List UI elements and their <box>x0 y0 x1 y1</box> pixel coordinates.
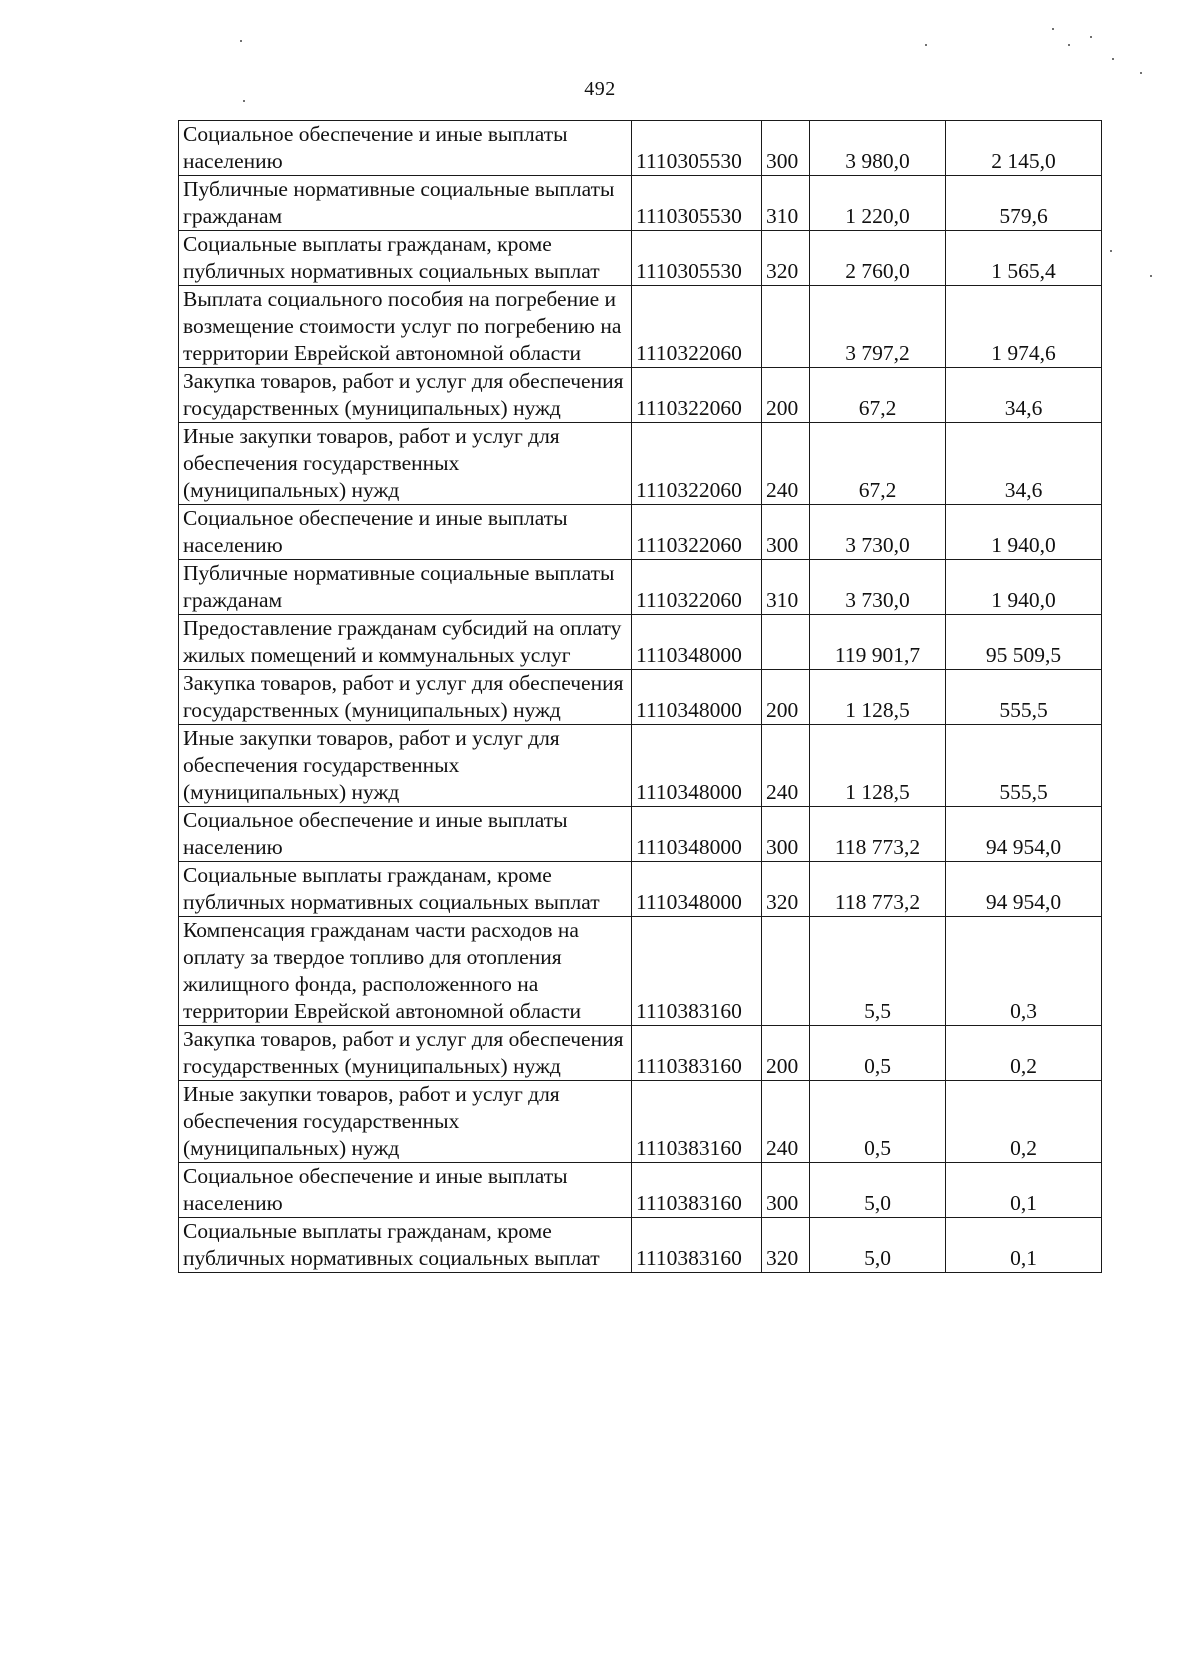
target-article-code-cell: 1110322060 <box>632 505 762 560</box>
target-article-code-cell: 1110383160 <box>632 1081 762 1163</box>
planned-amount-cell: 1 128,5 <box>810 670 946 725</box>
expense-type-code-cell: 240 <box>762 725 810 807</box>
table-row <box>179 368 1102 423</box>
expense-type-code-cell <box>762 286 810 368</box>
table-row <box>179 725 1102 807</box>
expense-type-code-cell: 320 <box>762 1218 810 1273</box>
expense-type-code-cell: 200 <box>762 368 810 423</box>
table-body <box>179 121 1102 1273</box>
table-row <box>179 1163 1102 1218</box>
table-row <box>179 505 1102 560</box>
expense-type-code-cell: 320 <box>762 231 810 286</box>
actual-amount-cell: 555,5 <box>946 670 1102 725</box>
expense-name-cell: Компенсация гражданам части расходов на оплату за твердое топливо для отопления жилищного фонда, расположенного на территории Еврейской автономной области <box>179 917 632 1026</box>
planned-amount-cell: 3 797,2 <box>810 286 946 368</box>
expense-type-code-cell: 310 <box>762 560 810 615</box>
target-article-code-cell: 1110322060 <box>632 423 762 505</box>
target-article-code-cell: 1110383160 <box>632 917 762 1026</box>
expense-type-code-cell <box>762 615 810 670</box>
expense-type-code-cell: 300 <box>762 1163 810 1218</box>
table-row <box>179 286 1102 368</box>
actual-amount-cell: 1 565,4 <box>946 231 1102 286</box>
expense-type-code-cell: 240 <box>762 1081 810 1163</box>
expense-name-cell: Выплата социального пособия на погребение и возмещение стоимости услуг по погребению на территории Еврейской автономной области <box>179 286 632 368</box>
table-row <box>179 1081 1102 1163</box>
expense-type-code-cell: 300 <box>762 121 810 176</box>
planned-amount-cell: 67,2 <box>810 423 946 505</box>
target-article-code-cell: 1110322060 <box>632 560 762 615</box>
table-row <box>179 560 1102 615</box>
table-row <box>179 231 1102 286</box>
planned-amount-cell: 118 773,2 <box>810 862 946 917</box>
table-row <box>179 670 1102 725</box>
expense-type-code-cell: 310 <box>762 176 810 231</box>
expense-name-cell: Публичные нормативные социальные выплаты гражданам <box>179 560 632 615</box>
expense-name-cell: Социальное обеспечение и иные выплаты населению <box>179 121 632 176</box>
target-article-code-cell: 1110383160 <box>632 1218 762 1273</box>
target-article-code-cell: 1110305530 <box>632 231 762 286</box>
expense-name-cell: Социальные выплаты гражданам, кроме публичных нормативных социальных выплат <box>179 231 632 286</box>
expense-type-code-cell: 320 <box>762 862 810 917</box>
actual-amount-cell: 0,1 <box>946 1218 1102 1273</box>
table-row <box>179 615 1102 670</box>
target-article-code-cell: 1110348000 <box>632 615 762 670</box>
planned-amount-cell: 1 128,5 <box>810 725 946 807</box>
target-article-code-cell: 1110383160 <box>632 1026 762 1081</box>
expense-name-cell: Социальное обеспечение и иные выплаты населению <box>179 807 632 862</box>
expense-type-code-cell: 200 <box>762 1026 810 1081</box>
actual-amount-cell: 95 509,5 <box>946 615 1102 670</box>
target-article-code-cell: 1110322060 <box>632 286 762 368</box>
actual-amount-cell: 34,6 <box>946 368 1102 423</box>
planned-amount-cell: 119 901,7 <box>810 615 946 670</box>
table-row <box>179 176 1102 231</box>
expense-name-cell: Закупка товаров, работ и услуг для обеспечения государственных (муниципальных) нужд <box>179 368 632 423</box>
expense-type-code-cell <box>762 917 810 1026</box>
target-article-code-cell: 1110348000 <box>632 670 762 725</box>
planned-amount-cell: 2 760,0 <box>810 231 946 286</box>
actual-amount-cell: 1 940,0 <box>946 505 1102 560</box>
expense-name-cell: Публичные нормативные социальные выплаты гражданам <box>179 176 632 231</box>
target-article-code-cell: 1110305530 <box>632 176 762 231</box>
table-row <box>179 862 1102 917</box>
expense-type-code-cell: 300 <box>762 807 810 862</box>
actual-amount-cell: 34,6 <box>946 423 1102 505</box>
planned-amount-cell: 0,5 <box>810 1026 946 1081</box>
target-article-code-cell: 1110322060 <box>632 368 762 423</box>
expense-name-cell: Социальные выплаты гражданам, кроме публичных нормативных социальных выплат <box>179 1218 632 1273</box>
target-article-code-cell: 1110348000 <box>632 807 762 862</box>
target-article-code-cell: 1110383160 <box>632 1163 762 1218</box>
expense-name-cell: Закупка товаров, работ и услуг для обеспечения государственных (муниципальных) нужд <box>179 670 632 725</box>
table-row <box>179 917 1102 1026</box>
actual-amount-cell: 1 940,0 <box>946 560 1102 615</box>
budget-table <box>178 120 1102 1273</box>
actual-amount-cell: 0,1 <box>946 1163 1102 1218</box>
planned-amount-cell: 67,2 <box>810 368 946 423</box>
table-row <box>179 1026 1102 1081</box>
planned-amount-cell: 0,5 <box>810 1081 946 1163</box>
planned-amount-cell: 5,0 <box>810 1163 946 1218</box>
expense-type-code-cell: 240 <box>762 423 810 505</box>
actual-amount-cell: 94 954,0 <box>946 862 1102 917</box>
expense-name-cell: Иные закупки товаров, работ и услуг для обеспечения государственных (муниципальных) нужд <box>179 725 632 807</box>
target-article-code-cell: 1110305530 <box>632 121 762 176</box>
table-row <box>179 121 1102 176</box>
expense-name-cell: Иные закупки товаров, работ и услуг для обеспечения государственных (муниципальных) нужд <box>179 1081 632 1163</box>
expense-type-code-cell: 200 <box>762 670 810 725</box>
target-article-code-cell: 1110348000 <box>632 725 762 807</box>
expense-name-cell: Социальные выплаты гражданам, кроме публичных нормативных социальных выплат <box>179 862 632 917</box>
actual-amount-cell: 555,5 <box>946 725 1102 807</box>
planned-amount-cell: 5,0 <box>810 1218 946 1273</box>
planned-amount-cell: 5,5 <box>810 917 946 1026</box>
planned-amount-cell: 3 730,0 <box>810 505 946 560</box>
table-row <box>179 1218 1102 1273</box>
actual-amount-cell: 579,6 <box>946 176 1102 231</box>
planned-amount-cell: 1 220,0 <box>810 176 946 231</box>
actual-amount-cell: 0,3 <box>946 917 1102 1026</box>
page-number: 492 <box>584 78 616 100</box>
expense-name-cell: Социальное обеспечение и иные выплаты населению <box>179 1163 632 1218</box>
target-article-code-cell: 1110348000 <box>632 862 762 917</box>
table-row <box>179 423 1102 505</box>
planned-amount-cell: 3 980,0 <box>810 121 946 176</box>
table-row <box>179 807 1102 862</box>
expense-name-cell: Закупка товаров, работ и услуг для обеспечения государственных (муниципальных) нужд <box>179 1026 632 1081</box>
actual-amount-cell: 0,2 <box>946 1081 1102 1163</box>
actual-amount-cell: 1 974,6 <box>946 286 1102 368</box>
expense-type-code-cell: 300 <box>762 505 810 560</box>
expense-name-cell: Социальное обеспечение и иные выплаты населению <box>179 505 632 560</box>
expense-name-cell: Иные закупки товаров, работ и услуг для обеспечения государственных (муниципальных) нужд <box>179 423 632 505</box>
expense-name-cell: Предоставление гражданам субсидий на оплату жилых помещений и коммунальных услуг <box>179 615 632 670</box>
actual-amount-cell: 0,2 <box>946 1026 1102 1081</box>
actual-amount-cell: 94 954,0 <box>946 807 1102 862</box>
planned-amount-cell: 3 730,0 <box>810 560 946 615</box>
actual-amount-cell: 2 145,0 <box>946 121 1102 176</box>
planned-amount-cell: 118 773,2 <box>810 807 946 862</box>
